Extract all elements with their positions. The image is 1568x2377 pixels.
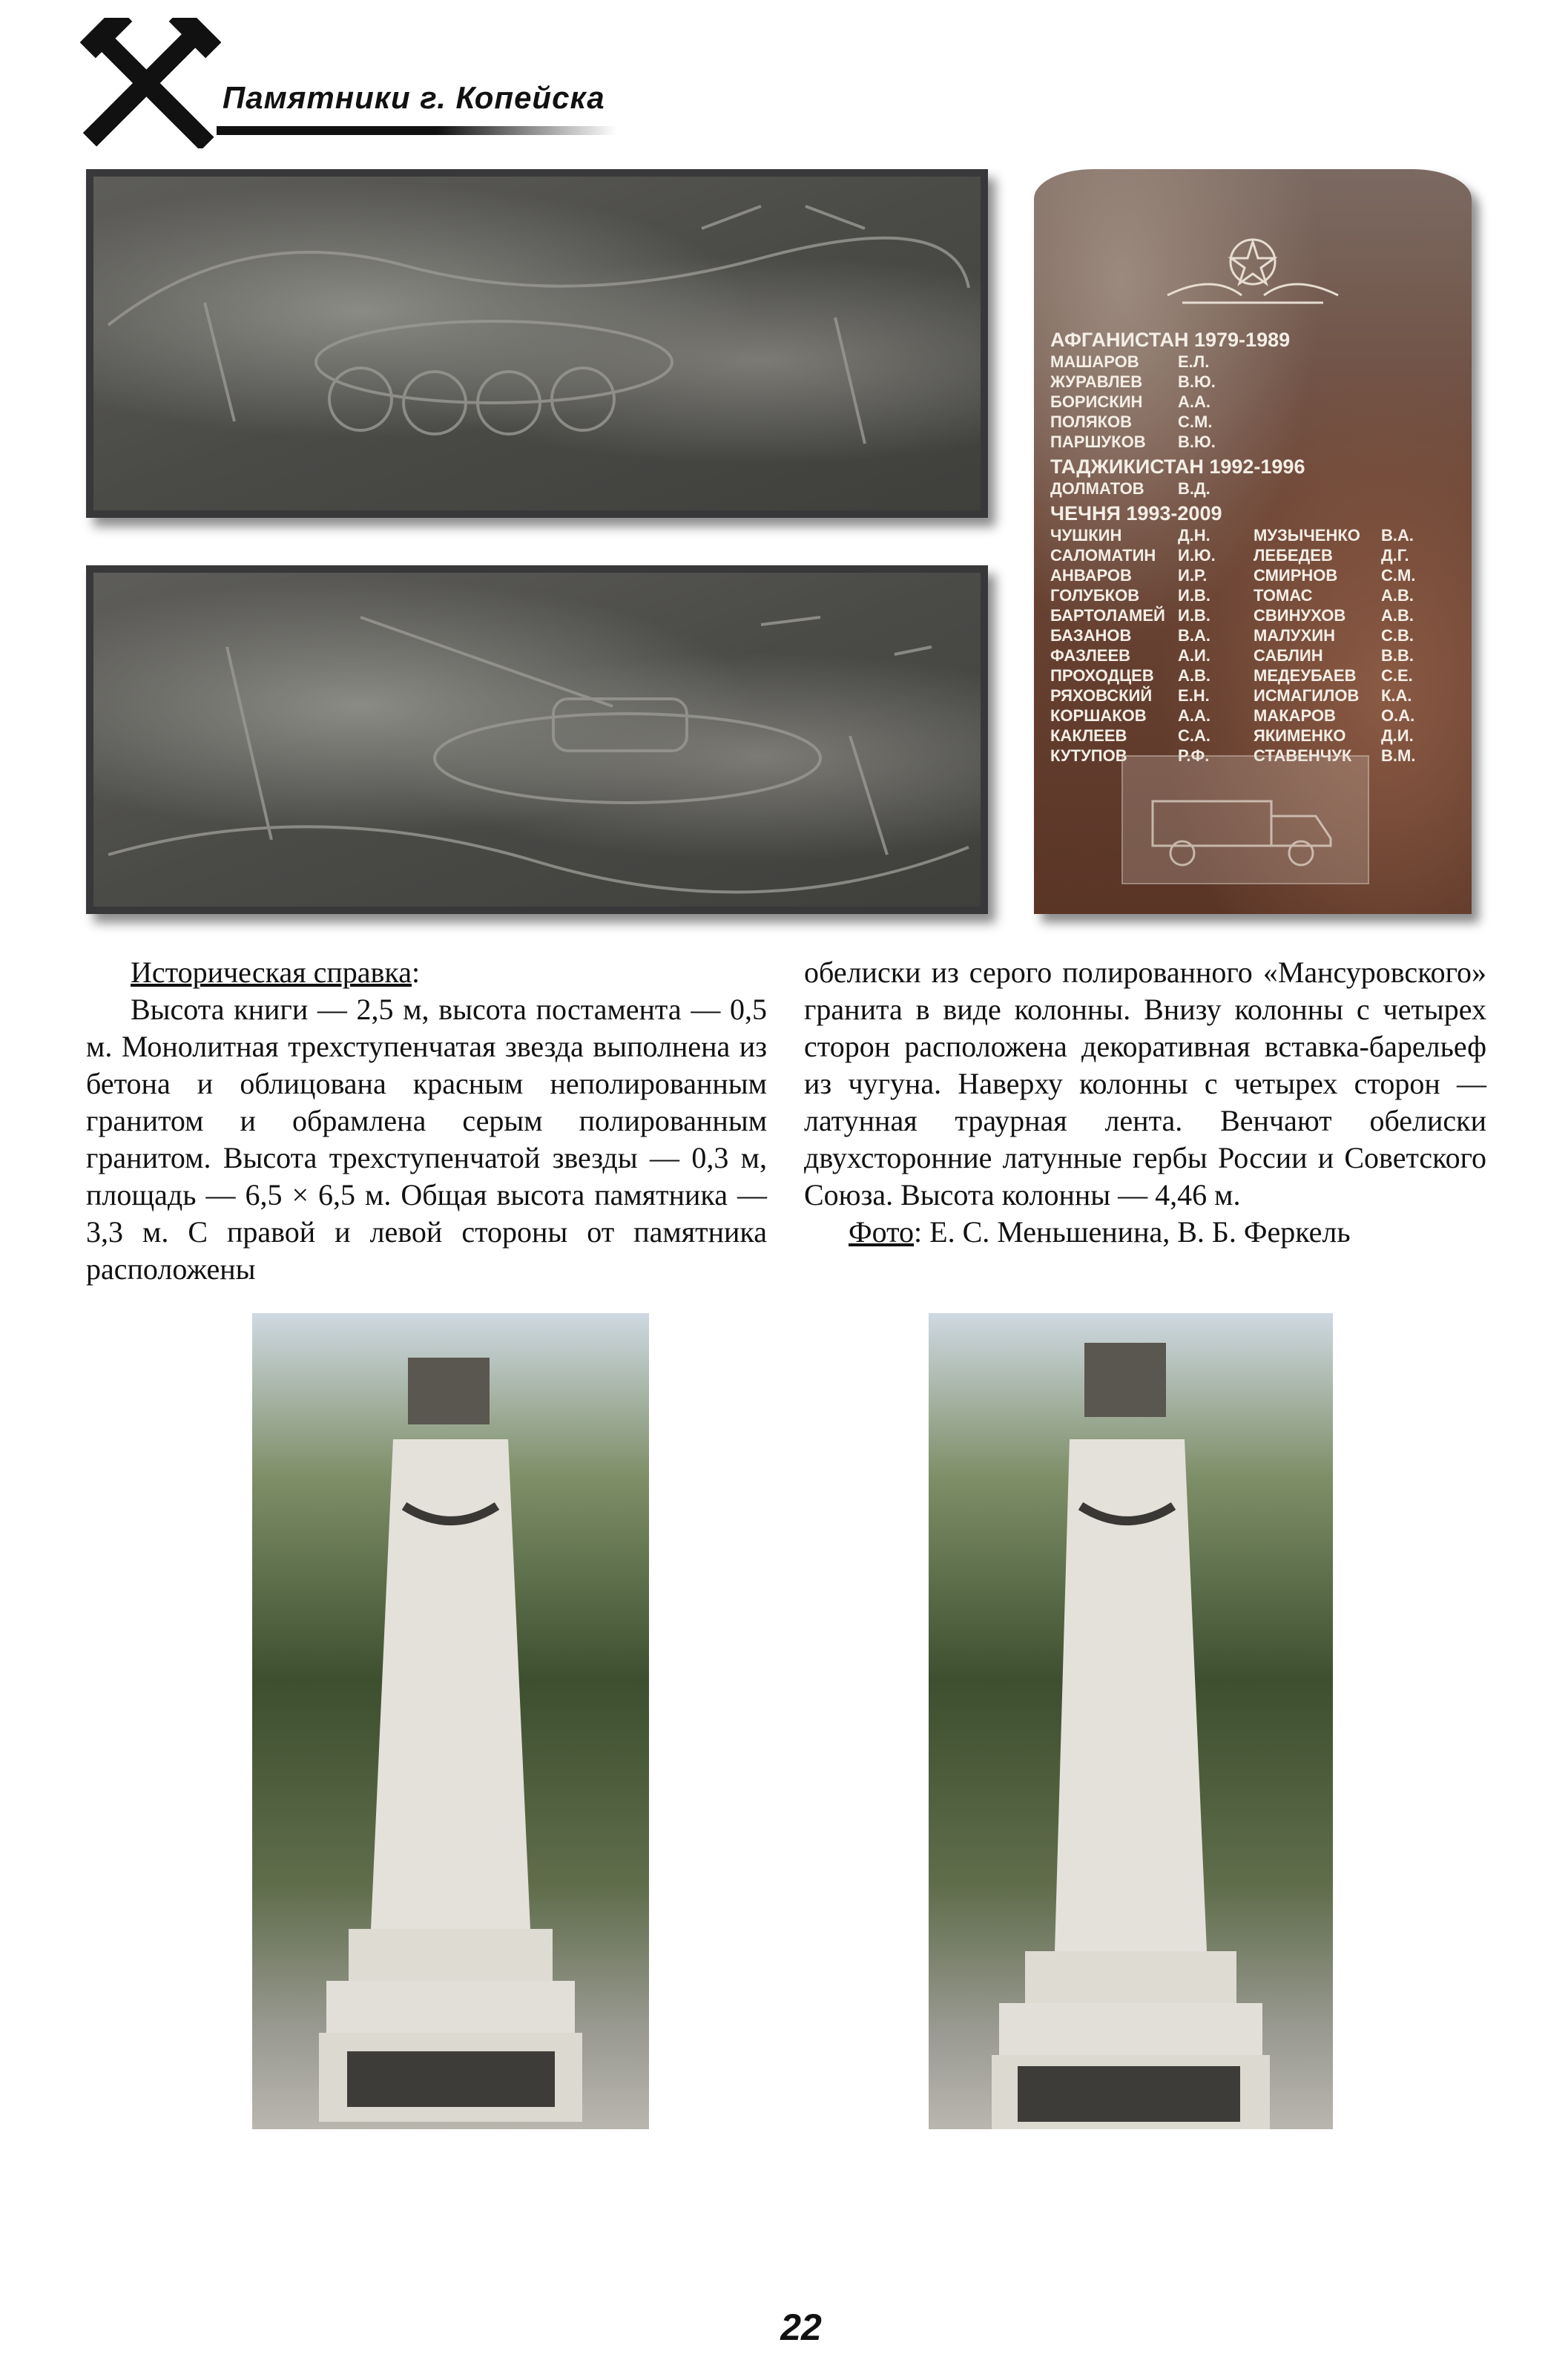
- plaque-initials: С.М.: [1381, 566, 1416, 585]
- plaque-surname: РЯХОВСКИЙ: [1050, 686, 1153, 705]
- plaque-section-heading: АФГАНИСТАН 1979-1989: [1050, 329, 1291, 351]
- plaque-surname: МАКАРОВ: [1254, 706, 1336, 725]
- plaque-surname: ИСМАГИЛОВ: [1254, 686, 1360, 705]
- plaque-name-entry: [1050, 352, 1254, 372]
- plaque-initials: Е.Н.: [1178, 686, 1210, 705]
- plaque-names-list: [1050, 325, 1457, 766]
- order-emblem-icon: [1160, 229, 1345, 310]
- text-column-right: [804, 954, 1486, 1251]
- plaque-initials: И.Ю.: [1178, 546, 1216, 565]
- obelisk-russia-emblem-icon: [929, 1313, 1333, 2129]
- plaque-initials: С.Е.: [1381, 666, 1413, 685]
- plaque-name-row: [1050, 352, 1457, 372]
- plaque-initials: К.А.: [1381, 686, 1412, 705]
- plaque-name-row: [1050, 706, 1457, 726]
- plaque-name-row: [1050, 565, 1457, 585]
- plaque-initials: В.Д.: [1178, 479, 1210, 498]
- plaque-surname: ЧУШКИН: [1050, 526, 1122, 545]
- plaque-initials: Д.Г.: [1381, 546, 1409, 565]
- plaque-surname: БАЗАНОВ: [1050, 626, 1132, 645]
- plaque-initials: Е.Л.: [1178, 352, 1210, 371]
- plaque-name-row: [1050, 645, 1457, 665]
- bas-relief-ww2-photo: [86, 565, 988, 914]
- plaque-surname: ПОЛЯКОВ: [1050, 412, 1133, 431]
- plaque-name-entry: [1050, 372, 1254, 392]
- plaque-surname: ЖУРАВЛЕВ: [1050, 372, 1143, 391]
- plaque-initials: С.А.: [1178, 726, 1210, 745]
- plaque-name-row: [1050, 585, 1457, 605]
- plaque-initials: Д.Н.: [1178, 526, 1210, 545]
- plaque-name-entry: [1050, 525, 1254, 545]
- plaque-name-entry: [1050, 585, 1254, 605]
- plaque-name-entry: [1050, 645, 1254, 665]
- plaque-section-heading: ТАДЖИКИСТАН 1992-1996: [1050, 456, 1305, 478]
- plaque-name-row: [1050, 412, 1457, 432]
- plaque-initials: А.А.: [1178, 706, 1210, 725]
- photo-credit-label: Фото: [849, 1215, 915, 1249]
- plaque-initials: В.М.: [1381, 746, 1416, 765]
- plaque-section-heading: ЧЕЧНЯ 1993-2009: [1050, 502, 1222, 525]
- crossed-hammers-icon: [80, 18, 221, 148]
- plaque-initials: А.В.: [1381, 586, 1414, 605]
- plaque-initials: А.И.: [1178, 646, 1210, 665]
- plaque-surname: ЯКИМЕНКО: [1254, 726, 1346, 745]
- obelisk-ussr-emblem-icon: [252, 1313, 649, 2129]
- plaque-surname: СМИРНОВ: [1254, 566, 1338, 585]
- photo-credit-names: : Е. С. Меньшенина, В. Б. Феркель: [914, 1215, 1351, 1249]
- plaque-surname: ЛЕБЕДЕВ: [1254, 546, 1333, 565]
- plaque-surname: ПРОХОДЦЕВ: [1050, 666, 1154, 685]
- bas-relief-icon: [93, 573, 981, 907]
- plaque-initials: А.В.: [1381, 606, 1414, 625]
- plaque-name-entry: [1050, 686, 1254, 706]
- plaque-surname: БАРТОЛАМЕЙ: [1050, 606, 1165, 625]
- page-number: 22: [780, 2307, 822, 2348]
- plaque-name-row: [1050, 726, 1457, 746]
- plaque-surname: МАШАРОВ: [1050, 352, 1139, 371]
- plaque-initials: В.А.: [1178, 626, 1210, 645]
- plaque-name-entry: [1254, 726, 1457, 746]
- bas-relief-icon: [93, 177, 981, 510]
- section-heading-label: Историческая справка: [131, 956, 412, 989]
- plaque-surname: СТАВЕНЧУК: [1254, 746, 1352, 765]
- plaque-initials: Д.И.: [1381, 726, 1414, 745]
- plaque-surname: САЛОМАТИН: [1050, 546, 1156, 565]
- plaque-surname: САБЛИН: [1254, 646, 1323, 665]
- plaque-surname: МУЗЫЧЕНКО: [1254, 526, 1360, 545]
- plaque-initials: О.А.: [1381, 706, 1415, 725]
- plaque-name-entry: [1254, 605, 1457, 625]
- plaque-name-entry: [1254, 585, 1457, 605]
- section-heading-colon: :: [411, 956, 421, 989]
- plaque-name-row: [1050, 686, 1457, 706]
- obelisk-left-photo: [252, 1313, 649, 2129]
- plaque-name-entry: [1050, 726, 1254, 746]
- plaque-name-entry: [1254, 525, 1457, 545]
- plaque-initials: С.М.: [1178, 412, 1213, 431]
- plaque-initials: И.В.: [1178, 586, 1210, 605]
- plaque-surname: СВИНУХОВ: [1254, 606, 1346, 625]
- plaque-initials: В.А.: [1381, 526, 1414, 545]
- plaque-surname: МАЛУХИН: [1254, 626, 1335, 645]
- plaque-name-entry: [1050, 479, 1254, 499]
- photo-credit: [804, 1214, 1486, 1251]
- truck-engraving-icon: [1121, 755, 1369, 884]
- plaque-name-row: [1050, 545, 1457, 565]
- plaque-name-entry: [1254, 625, 1457, 645]
- plaque-surname: ГОЛУБКОВ: [1050, 586, 1140, 605]
- plaque-name-entry: [1050, 625, 1254, 645]
- section-heading: [86, 954, 767, 991]
- plaque-surname: ТОМАС: [1254, 586, 1313, 605]
- plaque-surname: АНВАРОВ: [1050, 566, 1132, 585]
- plaque-name-entry: [1254, 686, 1457, 706]
- obelisk-right-photo: [929, 1313, 1333, 2129]
- plaque-surname: ФАЗЛЕЕВ: [1050, 646, 1131, 665]
- plaque-initials: И.В.: [1178, 606, 1210, 625]
- plaque-name-entry: [1050, 545, 1254, 565]
- body-paragraph-right: обелиски из серого полированного «Мансуровского» гранита в виде колонны. Внизу колонны с четырех сторон расположена декоративная вставка-барельеф из чугуна. Наверху колонны с четырех сторон — латунная траурная лента. Венчают обелиски двухсторонние латунные гербы России и Советского Союза. Высота колонны — 4,46 м.: [804, 956, 1486, 1211]
- plaque-name-entry: [1050, 665, 1254, 686]
- bas-relief-afghan-photo: [86, 169, 988, 518]
- plaque-surname: МЕДЕУБАЕВ: [1254, 666, 1357, 685]
- plaque-initials: В.В.: [1381, 646, 1414, 665]
- plaque-initials: А.В.: [1178, 666, 1210, 685]
- plaque-name-entry: [1254, 645, 1457, 665]
- plaque-surname: КАКЛЕЕВ: [1050, 726, 1127, 745]
- plaque-name-entry: [1050, 565, 1254, 585]
- plaque-name-row: [1050, 392, 1457, 412]
- plaque-name-entry: [1254, 706, 1457, 726]
- memorial-plaque-photo: [1034, 169, 1472, 914]
- plaque-surname: КОРШАКОВ: [1050, 706, 1147, 725]
- plaque-name-entry: [1050, 432, 1254, 452]
- plaque-name-row: [1050, 625, 1457, 645]
- plaque-name-entry: [1050, 605, 1254, 625]
- plaque-initials: И.Р.: [1178, 566, 1208, 585]
- plaque-name-row: [1050, 605, 1457, 625]
- plaque-name-row: [1050, 372, 1457, 392]
- plaque-name-entry: [1050, 412, 1254, 432]
- plaque-initials: С.В.: [1381, 626, 1414, 645]
- plaque-surname: ПАРШУКОВ: [1050, 433, 1146, 451]
- plaque-name-entry: [1254, 545, 1457, 565]
- plaque-name-entry: [1254, 665, 1457, 686]
- plaque-name-row: [1050, 479, 1457, 499]
- plaque-name-entry: [1050, 392, 1254, 412]
- plaque-name-row: [1050, 432, 1457, 452]
- plaque-surname: ДОЛМАТОВ: [1050, 479, 1144, 498]
- plaque-surname: БОРИСКИН: [1050, 392, 1143, 411]
- plaque-surname: КУТУПОВ: [1050, 746, 1127, 765]
- header-rule: [217, 126, 617, 135]
- body-paragraph-left: Высота книги — 2,5 м, высота постамента — 0,5 м. Монолитная трехступенчатая звезда выполнена из бетона и облицована красным неполированным гранитом и обрамлена серым полированным гранитом. Высота трехступенчатой звезды — 0,3 м, площадь — 6,5 × 6,5 м. Общая высота памятника — 3,3 м. С правой и левой стороны от памятника расположены: [86, 993, 767, 1286]
- text-column-left: [86, 954, 767, 1288]
- plaque-name-entry: [1254, 565, 1457, 585]
- plaque-initials: Р.Ф.: [1178, 746, 1210, 765]
- plaque-initials: В.Ю.: [1178, 433, 1216, 451]
- page-header-title: Памятники г. Копейска: [223, 80, 605, 115]
- plaque-name-row: [1050, 665, 1457, 686]
- plaque-initials: В.Ю.: [1178, 372, 1216, 391]
- plaque-name-entry: [1050, 706, 1254, 726]
- plaque-initials: А.А.: [1178, 392, 1210, 411]
- plaque-name-row: [1050, 525, 1457, 545]
